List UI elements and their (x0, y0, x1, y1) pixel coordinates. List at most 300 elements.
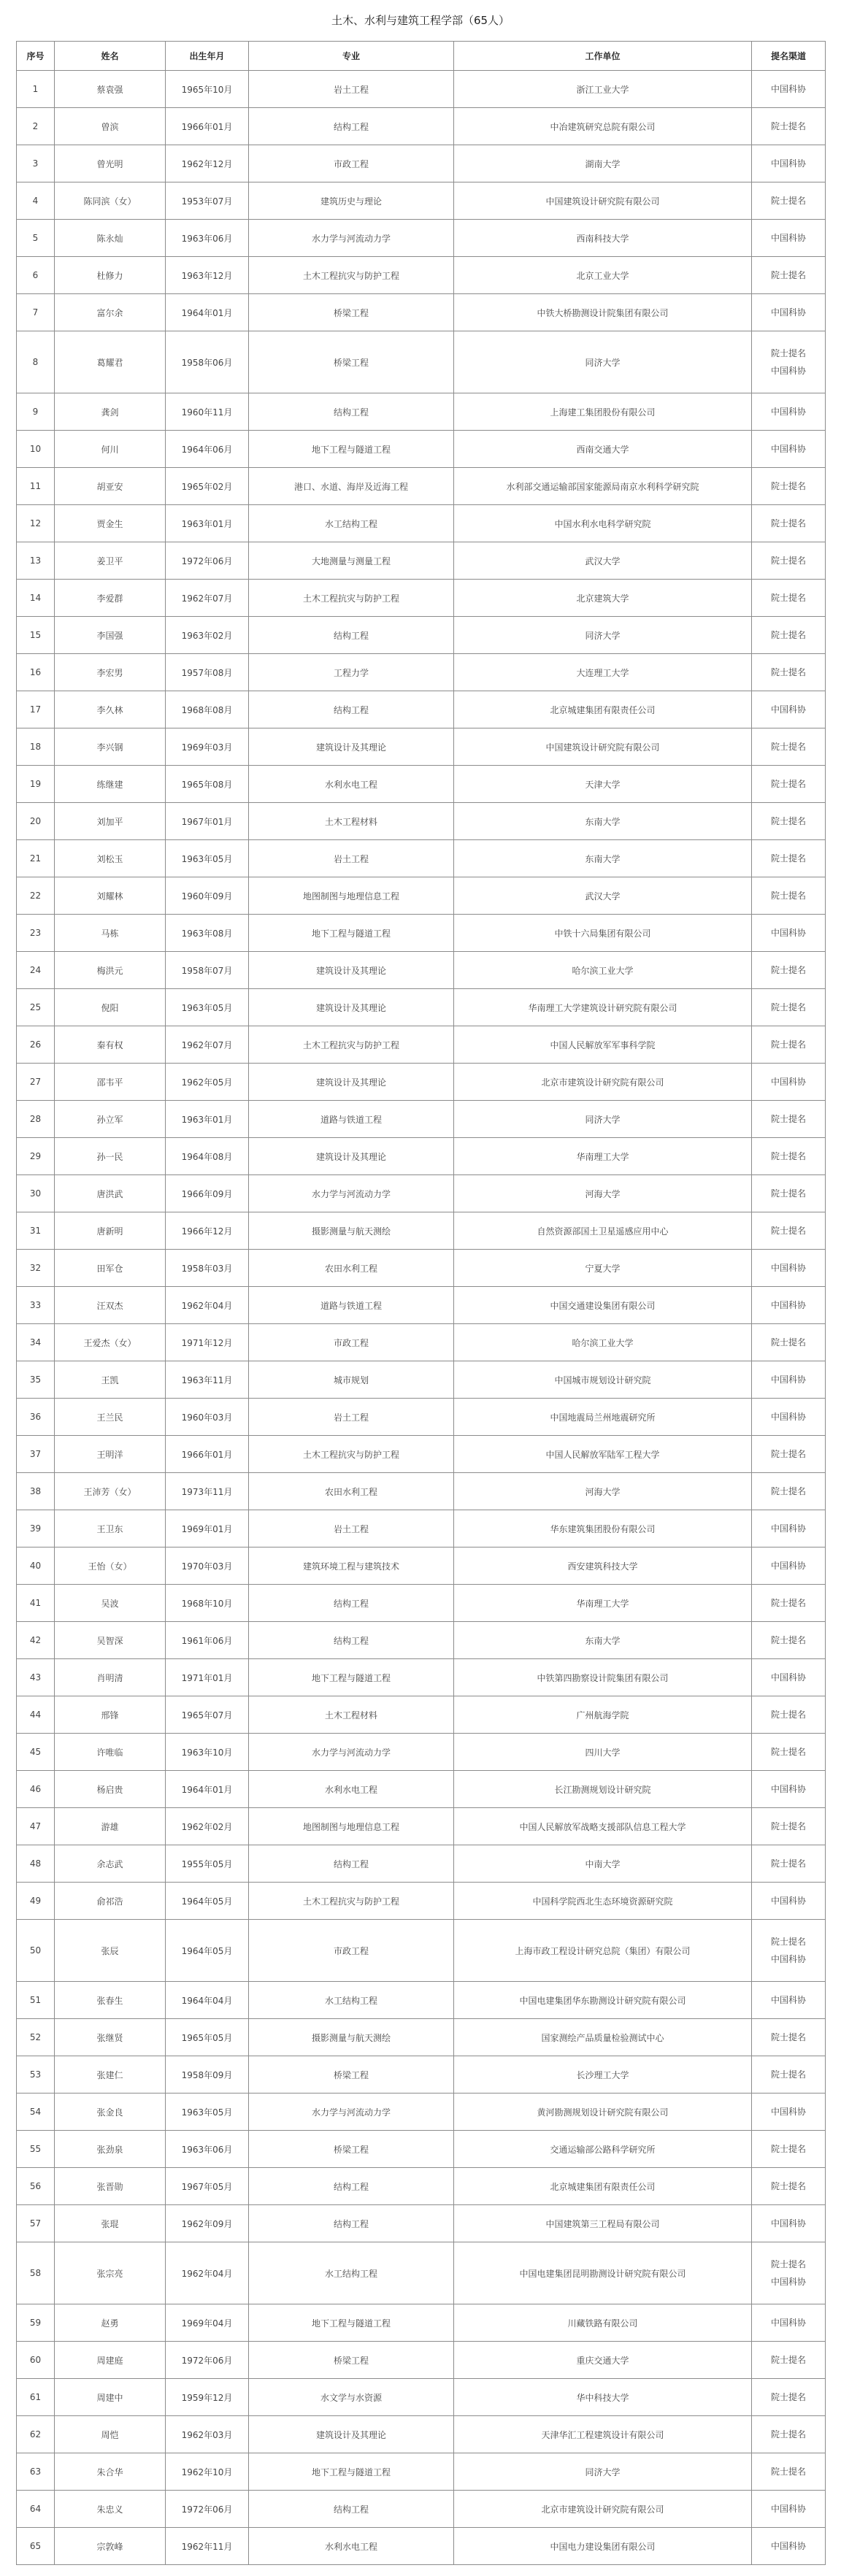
cell-channel (752, 1250, 826, 1287)
cell-name: 张辰 (55, 1920, 166, 1982)
cell-channel (752, 915, 826, 952)
cell-birth: 1963年06月 (166, 2131, 249, 2168)
channel-label: 院士提名 (770, 1188, 806, 1199)
cell-major: 水文学与水资源 (249, 2379, 454, 2416)
cell-channel (752, 2453, 826, 2491)
cell-unit: 中国电建集团昆明勘测设计研究院有限公司 (454, 2242, 752, 2304)
cell-unit: 北京城建集团有限责任公司 (454, 691, 752, 728)
cell-no: 29 (17, 1138, 55, 1175)
cell-channel (752, 71, 826, 108)
cell-unit: 中国人民解放军陆军工程大学 (454, 1436, 752, 1473)
cell-channel (752, 1845, 826, 1883)
cell-unit: 武汉大学 (454, 877, 752, 915)
table-row (17, 2416, 826, 2453)
cell-major: 土木工程抗灾与防护工程 (249, 1436, 454, 1473)
cell-unit: 湖南大学 (454, 145, 752, 182)
channel-label: 院士提名 (770, 518, 806, 528)
channel-label: 院士提名 (770, 1226, 806, 1236)
channel-label: 中国科协 (770, 2277, 806, 2287)
cell-major: 建筑设计及其理论 (249, 728, 454, 766)
cell-unit: 广州航海学院 (454, 1696, 752, 1734)
cell-birth: 1958年06月 (166, 331, 249, 393)
cell-birth: 1960年11月 (166, 393, 249, 431)
cell-unit: 浙江工业大学 (454, 71, 752, 108)
table-row (17, 2453, 826, 2491)
cell-unit: 中国建筑第三工程局有限公司 (454, 2205, 752, 2242)
table-row (17, 2131, 826, 2168)
cell-birth: 1958年03月 (166, 1250, 249, 1287)
cell-no: 49 (17, 1883, 55, 1920)
cell-no: 35 (17, 1361, 55, 1399)
cell-unit: 东南大学 (454, 1622, 752, 1659)
channel-label: 院士提名 (770, 1337, 806, 1347)
channel-label: 院士提名 (770, 2069, 806, 2080)
table-row (17, 1845, 826, 1883)
cell-major: 水力学与河流动力学 (249, 220, 454, 257)
header-major: 专业 (249, 42, 454, 71)
cell-no: 25 (17, 989, 55, 1026)
cell-major: 水力学与河流动力学 (249, 2094, 454, 2131)
cell-birth: 1965年07月 (166, 1696, 249, 1734)
channel-label: 中国科协 (770, 233, 806, 243)
table-row (17, 431, 826, 468)
cell-birth: 1968年08月 (166, 691, 249, 728)
cell-channel (752, 952, 826, 989)
cell-birth: 1964年06月 (166, 431, 249, 468)
cell-channel (752, 580, 826, 617)
channel-label: 院士提名 (770, 1598, 806, 1608)
cell-birth: 1966年09月 (166, 1175, 249, 1212)
cell-no: 10 (17, 431, 55, 468)
cell-unit: 中铁大桥勘测设计院集团有限公司 (454, 294, 752, 331)
cell-birth: 1973年11月 (166, 1473, 249, 1510)
cell-unit: 长江勘测规划设计研究院 (454, 1771, 752, 1808)
cell-unit: 国家测绘产品质量检验测试中心 (454, 2019, 752, 2056)
cell-major: 建筑设计及其理论 (249, 2416, 454, 2453)
cell-name: 张春生 (55, 1982, 166, 2019)
table-row (17, 1696, 826, 1734)
cell-name: 龚剑 (55, 393, 166, 431)
cell-channel (752, 1982, 826, 2019)
cell-channel (752, 393, 826, 431)
cell-major: 水力学与河流动力学 (249, 1175, 454, 1212)
cell-name: 王爱杰（女） (55, 1324, 166, 1361)
cell-name: 李国强 (55, 617, 166, 654)
cell-name: 李久林 (55, 691, 166, 728)
cell-channel (752, 1808, 826, 1845)
channel-label: 院士提名 (770, 1002, 806, 1012)
cell-no: 58 (17, 2242, 55, 2304)
channel-label: 院士提名 (770, 2467, 806, 2477)
table-row (17, 840, 826, 877)
cell-channel (752, 2094, 826, 2131)
channel-label: 中国科协 (770, 1954, 806, 1964)
cell-unit: 长沙理工大学 (454, 2056, 752, 2094)
cell-major: 结构工程 (249, 2168, 454, 2205)
cell-channel (752, 617, 826, 654)
cell-unit: 同济大学 (454, 617, 752, 654)
cell-birth: 1966年01月 (166, 108, 249, 145)
cell-birth: 1963年12月 (166, 257, 249, 294)
cell-unit: 华中科技大学 (454, 2379, 752, 2416)
cell-major: 工程力学 (249, 654, 454, 691)
cell-major: 市政工程 (249, 145, 454, 182)
table-row (17, 803, 826, 840)
cell-unit: 川藏铁路有限公司 (454, 2304, 752, 2342)
cell-name: 孙一民 (55, 1138, 166, 1175)
cell-no: 5 (17, 220, 55, 257)
cell-channel (752, 1361, 826, 1399)
cell-birth: 1969年04月 (166, 2304, 249, 2342)
cell-no: 55 (17, 2131, 55, 2168)
cell-channel (752, 331, 826, 393)
cell-no: 8 (17, 331, 55, 393)
table-row (17, 1771, 826, 1808)
cell-name: 梅洪元 (55, 952, 166, 989)
cell-no: 54 (17, 2094, 55, 2131)
cell-major: 地下工程与隧道工程 (249, 431, 454, 468)
channel-label: 院士提名 (770, 1747, 806, 1757)
cell-channel (752, 1324, 826, 1361)
channel-label: 院士提名 (770, 1937, 806, 1947)
cell-no: 42 (17, 1622, 55, 1659)
table-row (17, 1547, 826, 1585)
cell-channel (752, 257, 826, 294)
cell-name: 胡亚安 (55, 468, 166, 505)
cell-name: 唐洪武 (55, 1175, 166, 1212)
table-row (17, 1361, 826, 1399)
cell-name: 邢锋 (55, 1696, 166, 1734)
cell-unit: 武汉大学 (454, 542, 752, 580)
cell-major: 建筑环境工程与建筑技术 (249, 1547, 454, 1585)
header-name: 姓名 (55, 42, 166, 71)
cell-name: 周建中 (55, 2379, 166, 2416)
cell-unit: 中国人民解放军战略支援部队信息工程大学 (454, 1808, 752, 1845)
cell-unit: 西南科技大学 (454, 220, 752, 257)
channel-label: 中国科协 (770, 1995, 806, 2005)
cell-no: 12 (17, 505, 55, 542)
cell-unit: 中国建筑设计研究院有限公司 (454, 182, 752, 220)
table-row (17, 1250, 826, 1287)
cell-unit: 河海大学 (454, 1175, 752, 1212)
cell-major: 水工结构工程 (249, 1982, 454, 2019)
cell-birth: 1962年10月 (166, 2453, 249, 2491)
table-row (17, 1659, 826, 1696)
table-row (17, 2342, 826, 2379)
table-row (17, 1026, 826, 1064)
cell-major: 桥梁工程 (249, 294, 454, 331)
cell-no: 28 (17, 1101, 55, 1138)
table-row (17, 1287, 826, 1324)
cell-no: 38 (17, 1473, 55, 1510)
cell-birth: 1967年01月 (166, 803, 249, 840)
cell-unit: 北京市建筑设计研究院有限公司 (454, 2491, 752, 2528)
channel-label: 中国科协 (770, 1374, 806, 1385)
cell-major: 水利水电工程 (249, 766, 454, 803)
cell-name: 贾金生 (55, 505, 166, 542)
cell-no: 9 (17, 393, 55, 431)
cell-unit: 水利部交通运输部国家能源局南京水利科学研究院 (454, 468, 752, 505)
cell-no: 20 (17, 803, 55, 840)
channel-label: 院士提名 (770, 1486, 806, 1496)
channel-label: 院士提名 (770, 2429, 806, 2439)
cell-unit: 重庆交通大学 (454, 2342, 752, 2379)
header-channel: 提名渠道 (752, 42, 826, 71)
cell-name: 赵勇 (55, 2304, 166, 2342)
channel-label: 中国科协 (770, 84, 806, 94)
cell-no: 43 (17, 1659, 55, 1696)
cell-unit: 北京城建集团有限责任公司 (454, 2168, 752, 2205)
table-row (17, 1585, 826, 1622)
channel-label: 院士提名 (770, 1821, 806, 1831)
cell-name: 李爱群 (55, 580, 166, 617)
cell-unit: 天津华汇工程建筑设计有限公司 (454, 2416, 752, 2453)
cell-no: 31 (17, 1212, 55, 1250)
cell-no: 4 (17, 182, 55, 220)
cell-channel (752, 2528, 826, 2565)
cell-no: 32 (17, 1250, 55, 1287)
cell-major: 水利水电工程 (249, 2528, 454, 2565)
cell-channel (752, 1138, 826, 1175)
table-row (17, 1064, 826, 1101)
cell-birth: 1958年09月 (166, 2056, 249, 2094)
cell-name: 余志武 (55, 1845, 166, 1883)
cell-birth: 1963年02月 (166, 617, 249, 654)
channel-label: 中国科协 (770, 928, 806, 938)
cell-name: 刘松玉 (55, 840, 166, 877)
cell-unit: 自然资源部国土卫星遥感应用中心 (454, 1212, 752, 1250)
cell-birth: 1966年12月 (166, 1212, 249, 1250)
cell-channel (752, 1175, 826, 1212)
cell-birth: 1966年01月 (166, 1436, 249, 1473)
cell-birth: 1959年12月 (166, 2379, 249, 2416)
cell-birth: 1962年07月 (166, 580, 249, 617)
cell-major: 土木工程抗灾与防护工程 (249, 1026, 454, 1064)
table-row (17, 2242, 826, 2304)
cell-birth: 1968年10月 (166, 1585, 249, 1622)
cell-unit: 华南理工大学 (454, 1138, 752, 1175)
table-row (17, 1101, 826, 1138)
cell-major: 水工结构工程 (249, 505, 454, 542)
channel-label: 中国科协 (770, 704, 806, 715)
cell-name: 王沛芳（女） (55, 1473, 166, 1510)
cell-birth: 1962年04月 (166, 2242, 249, 2304)
channel-label: 中国科协 (770, 2107, 806, 2117)
cell-channel (752, 2205, 826, 2242)
cell-unit: 中国地震局兰州地震研究所 (454, 1399, 752, 1436)
cell-unit: 西安建筑科技大学 (454, 1547, 752, 1585)
cell-birth: 1963年05月 (166, 840, 249, 877)
cell-major: 建筑设计及其理论 (249, 1064, 454, 1101)
channel-label: 院士提名 (770, 2392, 806, 2402)
cell-channel (752, 2168, 826, 2205)
cell-unit: 中南大学 (454, 1845, 752, 1883)
cell-channel (752, 505, 826, 542)
cell-name: 周恺 (55, 2416, 166, 2453)
cell-no: 39 (17, 1510, 55, 1547)
cell-major: 土木工程抗灾与防护工程 (249, 580, 454, 617)
cell-no: 62 (17, 2416, 55, 2453)
cell-no: 17 (17, 691, 55, 728)
table-row (17, 1734, 826, 1771)
cell-birth: 1964年05月 (166, 1920, 249, 1982)
channel-label: 院士提名 (770, 1449, 806, 1459)
cell-major: 市政工程 (249, 1324, 454, 1361)
table-row (17, 1399, 826, 1436)
table-row (17, 915, 826, 952)
cell-name: 王凯 (55, 1361, 166, 1399)
cell-birth: 1960年03月 (166, 1399, 249, 1436)
cell-name: 俞祁浩 (55, 1883, 166, 1920)
cell-channel (752, 294, 826, 331)
cell-name: 刘加平 (55, 803, 166, 840)
table-row (17, 2205, 826, 2242)
table-row (17, 2379, 826, 2416)
channel-label: 院士提名 (770, 965, 806, 975)
header-birth: 出生年月 (166, 42, 249, 71)
cell-no: 23 (17, 915, 55, 952)
channel-label: 院士提名 (770, 196, 806, 206)
cell-channel (752, 1026, 826, 1064)
cell-channel (752, 691, 826, 728)
cell-major: 地下工程与隧道工程 (249, 1659, 454, 1696)
cell-no: 24 (17, 952, 55, 989)
cell-major: 建筑历史与理论 (249, 182, 454, 220)
cell-major: 结构工程 (249, 1622, 454, 1659)
cell-no: 51 (17, 1982, 55, 2019)
channel-label: 中国科协 (770, 1300, 806, 1310)
cell-major: 岩土工程 (249, 71, 454, 108)
cell-channel (752, 840, 826, 877)
cell-channel (752, 877, 826, 915)
cell-no: 41 (17, 1585, 55, 1622)
cell-birth: 1963年05月 (166, 989, 249, 1026)
table-row (17, 1808, 826, 1845)
table-row (17, 2019, 826, 2056)
cell-birth: 1969年03月 (166, 728, 249, 766)
cell-major: 岩土工程 (249, 840, 454, 877)
table-row (17, 654, 826, 691)
cell-name: 张劲泉 (55, 2131, 166, 2168)
cell-birth: 1962年07月 (166, 1026, 249, 1064)
cell-no: 26 (17, 1026, 55, 1064)
channel-label: 院士提名 (770, 2355, 806, 2365)
cell-birth: 1963年06月 (166, 220, 249, 257)
channel-label: 院士提名 (770, 2181, 806, 2191)
cell-major: 道路与铁道工程 (249, 1101, 454, 1138)
cell-birth: 1964年01月 (166, 1771, 249, 1808)
cell-unit: 上海市政工程设计研究总院（集团）有限公司 (454, 1920, 752, 1982)
cell-no: 65 (17, 2528, 55, 2565)
cell-unit: 华南理工大学建筑设计研究院有限公司 (454, 989, 752, 1026)
cell-major: 港口、水道、海岸及近海工程 (249, 468, 454, 505)
cell-unit: 哈尔滨工业大学 (454, 952, 752, 989)
cell-no: 36 (17, 1399, 55, 1436)
cell-birth: 1963年01月 (166, 1101, 249, 1138)
cell-unit: 中国水利水电科学研究院 (454, 505, 752, 542)
cell-channel (752, 1696, 826, 1734)
channel-label: 院士提名 (770, 481, 806, 491)
cell-unit: 交通运输部公路科学研究所 (454, 2131, 752, 2168)
cell-birth: 1969年01月 (166, 1510, 249, 1547)
cell-major: 地图制图与地理信息工程 (249, 877, 454, 915)
cell-unit: 同济大学 (454, 2453, 752, 2491)
cell-channel (752, 1659, 826, 1696)
cell-birth: 1962年03月 (166, 2416, 249, 2453)
cell-birth: 1963年05月 (166, 2094, 249, 2131)
table-row (17, 1138, 826, 1175)
table-row (17, 1982, 826, 2019)
cell-name: 倪阳 (55, 989, 166, 1026)
table-row (17, 1212, 826, 1250)
cell-no: 30 (17, 1175, 55, 1212)
channel-label: 中国科协 (770, 1784, 806, 1794)
cell-birth: 1953年07月 (166, 182, 249, 220)
cell-unit: 东南大学 (454, 840, 752, 877)
cell-major: 桥梁工程 (249, 2056, 454, 2094)
cell-major: 土木工程抗灾与防护工程 (249, 1883, 454, 1920)
cell-no: 60 (17, 2342, 55, 2379)
cell-unit: 中铁第四勘察设计院集团有限公司 (454, 1659, 752, 1696)
cell-name: 曾光明 (55, 145, 166, 182)
table-row (17, 145, 826, 182)
cell-no: 37 (17, 1436, 55, 1473)
table-row (17, 1175, 826, 1212)
cell-name: 秦有权 (55, 1026, 166, 1064)
cell-birth: 1963年08月 (166, 915, 249, 952)
cell-birth: 1962年05月 (166, 1064, 249, 1101)
cell-no: 40 (17, 1547, 55, 1585)
cell-major: 建筑设计及其理论 (249, 952, 454, 989)
table-row (17, 2094, 826, 2131)
cell-name: 吴波 (55, 1585, 166, 1622)
cell-birth: 1965年02月 (166, 468, 249, 505)
cell-no: 52 (17, 2019, 55, 2056)
table-row (17, 2491, 826, 2528)
table-row (17, 1920, 826, 1982)
cell-major: 桥梁工程 (249, 331, 454, 393)
cell-channel (752, 654, 826, 691)
cell-name: 孙立军 (55, 1101, 166, 1138)
cell-birth: 1967年05月 (166, 2168, 249, 2205)
cell-unit: 北京建筑大学 (454, 580, 752, 617)
cell-name: 练继建 (55, 766, 166, 803)
cell-no: 57 (17, 2205, 55, 2242)
cell-channel (752, 2416, 826, 2453)
channel-label: 院士提名 (770, 2144, 806, 2154)
cell-name: 张继贤 (55, 2019, 166, 2056)
table-header-row (17, 42, 826, 71)
table-row (17, 952, 826, 989)
cell-major: 大地测量与测量工程 (249, 542, 454, 580)
table-row (17, 728, 826, 766)
cell-name: 周建庭 (55, 2342, 166, 2379)
table-row (17, 393, 826, 431)
cell-no: 59 (17, 2304, 55, 2342)
cell-channel (752, 145, 826, 182)
cell-name: 许唯临 (55, 1734, 166, 1771)
cell-channel (752, 1212, 826, 1250)
cell-name: 张晋勋 (55, 2168, 166, 2205)
cell-major: 结构工程 (249, 108, 454, 145)
cell-name: 曾滨 (55, 108, 166, 145)
table-row (17, 989, 826, 1026)
cell-birth: 1962年12月 (166, 145, 249, 182)
channel-label: 中国科协 (770, 2504, 806, 2514)
cell-channel (752, 1622, 826, 1659)
cell-birth: 1972年06月 (166, 2342, 249, 2379)
cell-birth: 1962年02月 (166, 1808, 249, 1845)
